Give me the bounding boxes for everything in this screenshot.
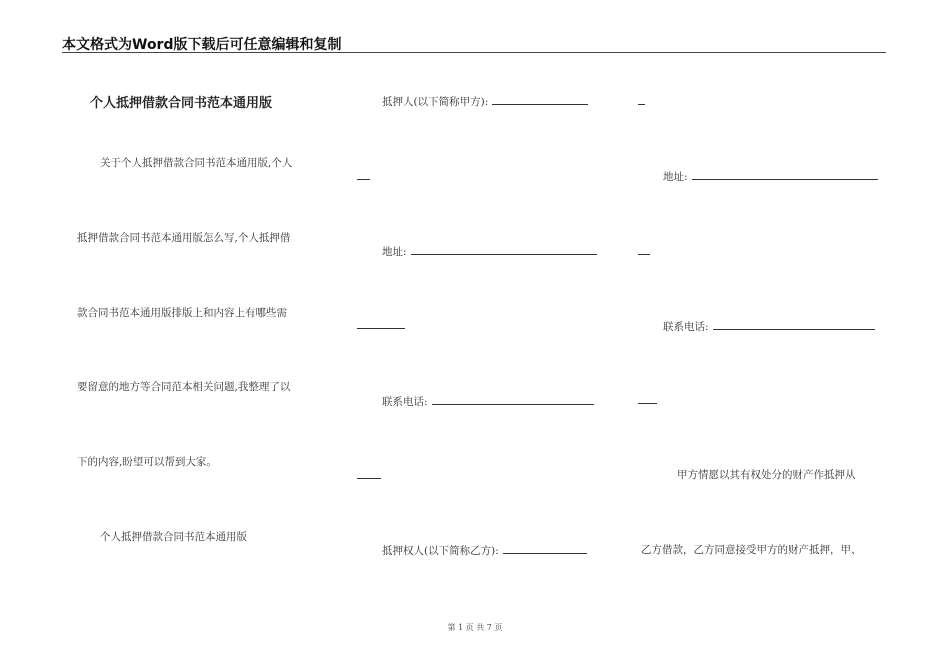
agreement-line-1: 甲方情愿以其有权处分的财产作抵押从 [677, 469, 856, 481]
intro-line-4: 要留意的地方等合同范本相关问题,我整理了以 [77, 381, 291, 393]
intro-line-2: 抵押借款合同书范本通用版怎么写,个人抵押借 [77, 232, 291, 244]
mortgagor-phone-blank [432, 393, 594, 405]
mortgagee-phone-field [663, 318, 875, 334]
mortgagee-address-blank [692, 168, 878, 180]
contract-title: 个人抵押借款合同书范本通用版 [90, 96, 273, 111]
mortgagee-field [382, 542, 587, 558]
mortgagor-label: 抵押人(以下简称甲方): [382, 96, 489, 108]
blank-stub [638, 403, 657, 404]
page-indicator: 第 1 页 共 7 页 [447, 623, 503, 632]
blank-stub [357, 328, 405, 329]
mortgagor-phone-label: 联系电话: [382, 396, 428, 408]
blank-stub [357, 179, 370, 180]
mortgagee-address-label: 地址: [663, 171, 688, 183]
intro-line-3: 款合同书范本通用版排版上和内容上有哪些需 [77, 307, 287, 319]
mortgagee-label: 抵押权人(以下简称乙方): [382, 545, 499, 557]
mortgagee-blank [503, 542, 587, 554]
section-subtitle: 个人抵押借款合同书范本通用版 [100, 531, 247, 543]
mortgagee-address-field [663, 168, 878, 184]
mortgagor-address-field [382, 243, 597, 259]
mortgagee-phone-blank [713, 318, 875, 330]
mortgagor-address-blank [411, 243, 597, 255]
mortgagor-address-label: 地址: [382, 246, 407, 258]
header-divider [62, 52, 886, 53]
agreement-line-2: 乙方借款，乙方同意接受甲方的财产抵押，甲、 [641, 544, 862, 556]
document-header-title: 本文格式为Word版下载后可任意编辑和复制 [62, 37, 342, 53]
mortgagor-field [382, 93, 588, 109]
mortgagee-phone-label: 联系电话: [663, 321, 709, 333]
blank-stub [638, 254, 650, 255]
intro-line-5: 下的内容,盼望可以帮到大家。 [77, 456, 217, 468]
blank-stub [357, 478, 381, 479]
intro-line-1: 关于个人抵押借款合同书范本通用版,个人 [100, 157, 293, 169]
mortgagor-phone-field [382, 393, 594, 409]
mortgagor-blank [492, 93, 588, 105]
blank-stub [638, 104, 645, 105]
